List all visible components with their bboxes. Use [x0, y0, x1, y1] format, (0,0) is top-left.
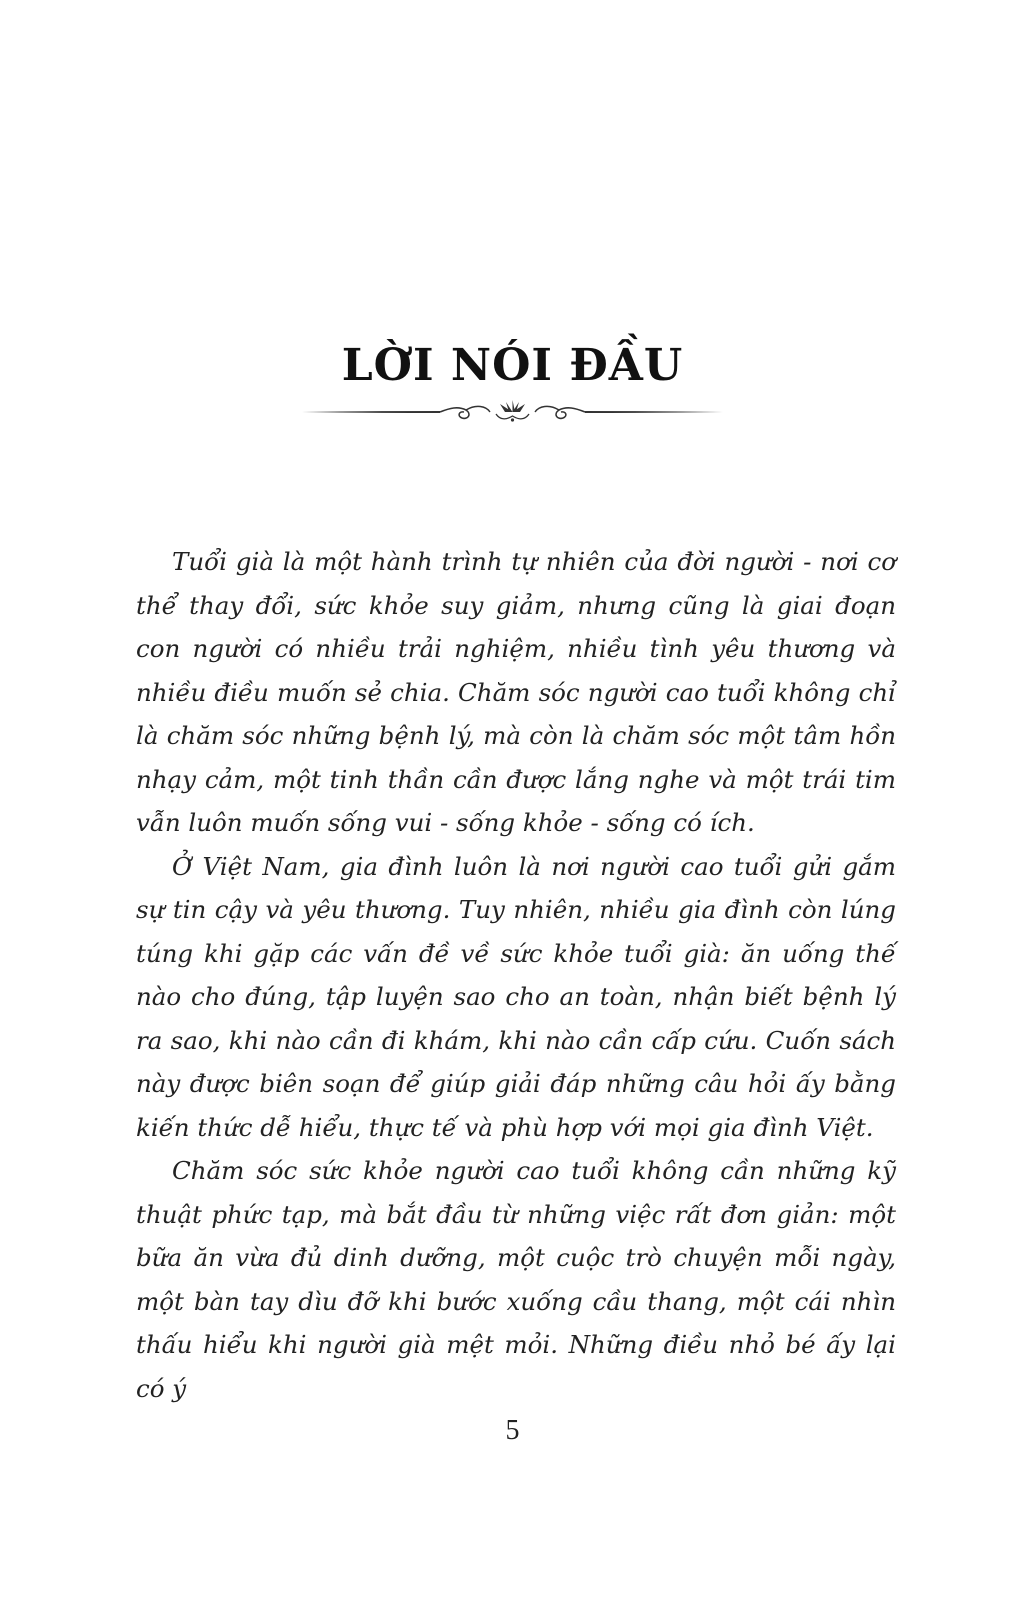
paragraph-3: Chăm sóc sức khỏe người cao tuổi không cần những kỹ thuật phức tạp, mà bắt đầu từ những việc rất đơn giản: một bữa ăn vừa đủ dinh dưỡng, một cuộc trò chuyện mỗi ngày, một bàn tay dìu đỡ khi bước xuống cầu thang, một cái nhìn thấu hiểu khi người già mệt mỏi. Những điều nhỏ bé ấy lại có ý: [136, 1156, 896, 1403]
paragraph-1: Tuổi già là một hành trình tự nhiên của đời người - nơi cơ thể thay đổi, sức khỏe suy giảm, nhưng cũng là giai đoạn con người có nhiều trải nghiệm, nhiều tình yêu thương và nhiều điều muốn sẻ chia. Chăm sóc người cao tuổi không chỉ là chăm sóc những bệnh lý, mà còn là chăm sóc một tâm hồn nhạy cảm, một tinh thần cần được lắng nghe và một trái tim vẫn luôn muốn sống vui - sống khỏe - sống có ích.: [136, 547, 896, 837]
paragraph-2: Ở Việt Nam, gia đình luôn là nơi người cao tuổi gửi gắm sự tin cậy và yêu thương. Tuy nhiên, nhiều gia đình còn lúng túng khi gặp các vấn đề về sức khỏe tuổi già: ăn uống thế nào cho đúng, tập luyện sao cho an toàn, nhận biết bệnh lý ra sao, khi nào cần đi khám, khi nào cần cấp cứu. Cuốn sách này được biên soạn để giúp giải đáp những câu hỏi ấy bằng kiến thức dễ hiểu, thực tế và phù hợp với mọi gia đình Việt.: [136, 851, 896, 1142]
preface-body: [136, 540, 896, 1410]
flourish-divider-icon: [300, 398, 725, 430]
page-title: LỜI NÓI ĐẦU: [341, 340, 684, 391]
page-number: 5: [505, 1415, 520, 1446]
